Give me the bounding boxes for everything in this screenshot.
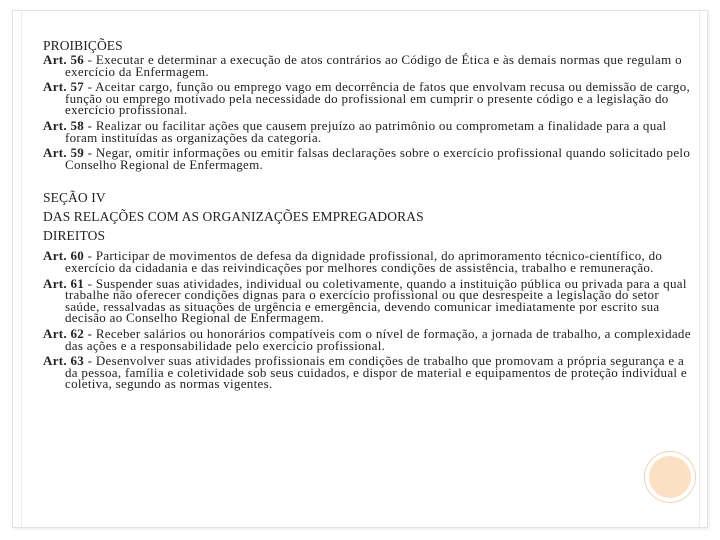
article-60 [43, 250, 697, 273]
frame-line-right [699, 11, 700, 527]
section-spacer [43, 174, 697, 188]
article-text: - Suspender suas atividades, individual ou coletivamente, quando a instituição pública ou privada para a qual trabalhe não oferecer condições dignas para o exercício profissional ou que desrespeite a legislação do setor saúde, ressalvadas as situações de urgência e emergência, devendo comunicar imediatamente por escrito sua decisão ao Conselho Regional de Enfermagem. [65, 275, 687, 326]
article-text: - Receber salários ou honorários compatíveis com o nível de formação, a jornada de trabalho, a complexidade das ações e a responsabilidade pelo exercício profissional. [65, 325, 691, 353]
article-59 [43, 147, 697, 170]
article-number: Art. 63 [43, 353, 85, 369]
prohibitions-heading: PROIBIÇÕES [43, 38, 123, 53]
article-63 [43, 355, 697, 390]
decorative-circle [645, 452, 695, 502]
article-number: Art. 56 [43, 52, 85, 67]
article-text: - Negar, omitir informações ou emitir falsas declarações sobre o exercício profissional quando solicitado pelo Conselho Regional de Enfermagem. [65, 145, 691, 172]
slide-content [43, 38, 697, 394]
section-subtitle: DAS RELAÇÕES COM AS ORGANIZAÇÕES EMPREGADORAS [43, 209, 424, 225]
article-number: Art. 62 [43, 325, 85, 341]
article-number: Art. 61 [43, 275, 85, 291]
article-number: Art. 58 [43, 117, 85, 133]
article-57 [43, 81, 697, 116]
article-61 [43, 275, 697, 326]
article-62 [43, 325, 697, 353]
article-text: - Executar e determinar a execução de atos contrários ao Código de Ética e às demais normas que regulam o exercício da Enfermagem. [65, 52, 682, 79]
article-text: - Participar de movimentos de defesa da dignidade profissional, do aprimoramento técnico-científico, do exercício da cidadania e das reivindicações por melhores condições de assistência, trabalho e remuneração. [65, 248, 663, 275]
article-58 [43, 117, 697, 145]
rights-heading: DIREITOS [43, 228, 106, 244]
article-text: - Desenvolver suas atividades profissionais em condições de trabalho que promovam a própria segurança e a da pessoa, família e coletividade sob seus cuidados, e dispor de material e equipamentos de proteção individual e coletiva, segundo as normas vigentes. [65, 353, 687, 392]
article-number: Art. 60 [43, 248, 85, 264]
frame-line-left [21, 11, 22, 527]
article-56 [43, 54, 697, 77]
article-text: - Aceitar cargo, função ou emprego vago em decorrência de fatos que envolvam recusa ou demissão de cargo, função ou emprego motivado pela necessidade do profissional em cumprir o presente código e a legislação do exercício profissional. [65, 79, 691, 118]
section-title: SEÇÃO IV [43, 190, 106, 206]
article-text: - Realizar ou facilitar ações que causem prejuízo ao patrimônio ou comprometam a finalidade para a qual foram instituídas as organizações da categoria. [65, 117, 667, 145]
article-number: Art. 57 [43, 79, 85, 95]
article-number: Art. 59 [43, 145, 85, 161]
